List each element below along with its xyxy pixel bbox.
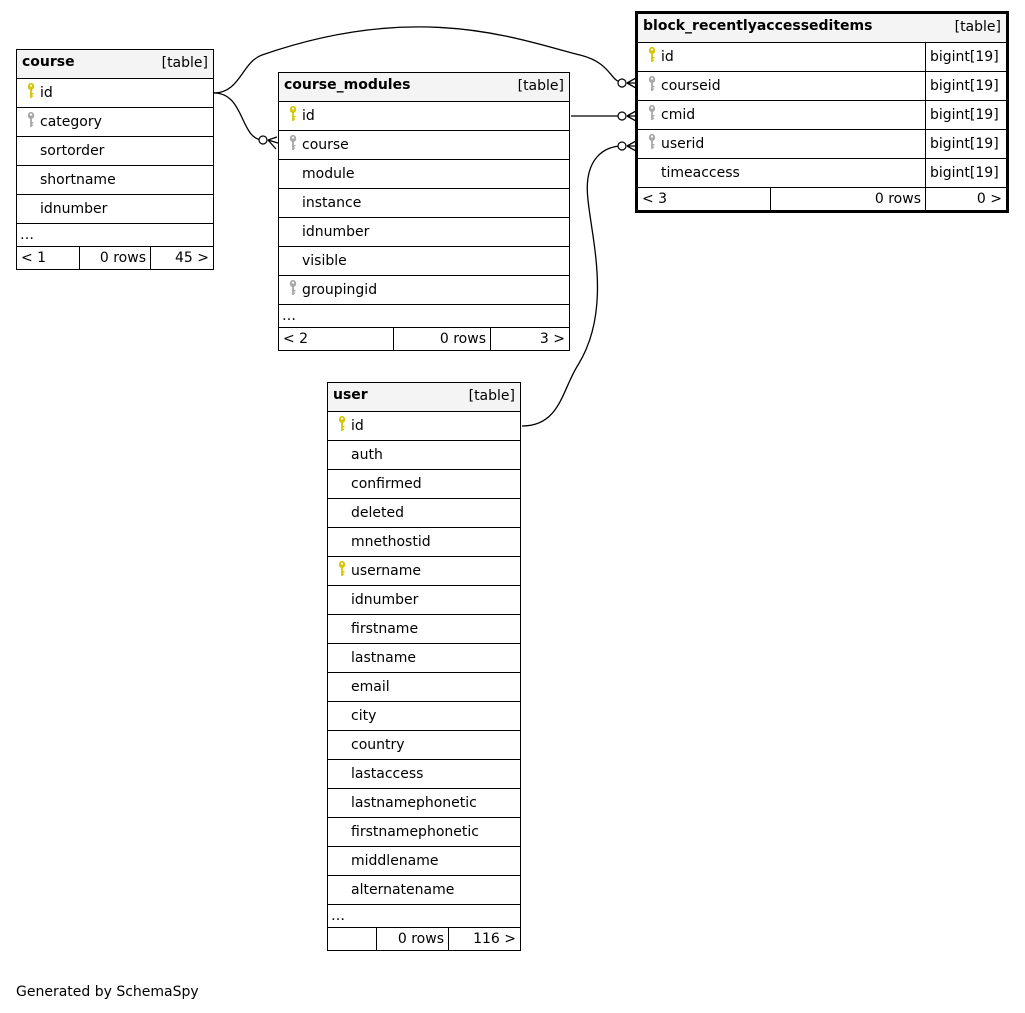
column-name: lastname bbox=[351, 650, 416, 666]
column-row[interactable] bbox=[279, 218, 570, 247]
primary-key-icon bbox=[284, 105, 302, 127]
column-name: firstname bbox=[351, 621, 419, 637]
column-cell[interactable] bbox=[328, 818, 521, 847]
table-course[interactable] bbox=[16, 49, 214, 270]
crowfoot-circle-cmid bbox=[618, 112, 626, 120]
table-header[interactable] bbox=[17, 50, 214, 79]
column-name: id bbox=[351, 418, 364, 434]
foreign-key-icon bbox=[643, 133, 661, 155]
column-type: bigint[19] bbox=[926, 101, 1007, 130]
column-row[interactable] bbox=[638, 72, 1007, 101]
crowfoot-cmid bbox=[627, 111, 637, 121]
primary-key-icon bbox=[333, 560, 351, 582]
column-row[interactable] bbox=[328, 789, 521, 818]
column-row[interactable] bbox=[17, 166, 214, 195]
column-name: country bbox=[351, 737, 405, 753]
column-cell[interactable] bbox=[328, 557, 521, 586]
column-name: sortorder bbox=[40, 143, 105, 159]
column-row[interactable] bbox=[328, 470, 521, 499]
column-name: groupingid bbox=[302, 282, 378, 298]
column-row[interactable] bbox=[638, 159, 1007, 188]
parents-link[interactable] bbox=[328, 928, 377, 951]
crowfoot-circle-courseid bbox=[618, 79, 626, 87]
column-name: alternatename bbox=[351, 882, 455, 898]
column-type: bigint[19] bbox=[926, 159, 1007, 188]
crowfoot-course bbox=[268, 137, 278, 149]
table-type: [table] bbox=[517, 78, 564, 94]
column-type: bigint[19] bbox=[926, 130, 1007, 159]
foreign-key-icon bbox=[284, 134, 302, 156]
more-columns[interactable]: … bbox=[17, 224, 214, 247]
primary-key-icon bbox=[643, 46, 661, 68]
more-columns[interactable]: … bbox=[279, 305, 570, 328]
table-name: course_modules bbox=[284, 77, 411, 93]
table-type: [table] bbox=[161, 55, 208, 71]
crowfoot-courseid bbox=[627, 78, 637, 88]
column-cell[interactable] bbox=[328, 528, 521, 557]
column-row[interactable] bbox=[17, 79, 214, 108]
table-name: course bbox=[22, 54, 75, 70]
primary-key-icon bbox=[333, 415, 351, 437]
column-name: category bbox=[40, 114, 102, 130]
column-cell[interactable] bbox=[328, 731, 521, 760]
table-course-modules[interactable] bbox=[278, 72, 570, 351]
crowfoot-userid bbox=[627, 141, 637, 151]
column-cell[interactable] bbox=[328, 644, 521, 673]
parents-link[interactable]: < 1 bbox=[17, 247, 80, 270]
children-link[interactable]: 3 > bbox=[491, 328, 570, 351]
foreign-key-icon bbox=[643, 75, 661, 97]
crowfoot-circle-userid bbox=[618, 142, 626, 150]
column-row[interactable] bbox=[328, 528, 521, 557]
column-row[interactable] bbox=[279, 189, 570, 218]
children-link[interactable]: 116 > bbox=[449, 928, 521, 951]
column-cell[interactable] bbox=[328, 441, 521, 470]
column-cell[interactable] bbox=[638, 159, 926, 188]
column-name: mnethostid bbox=[351, 534, 431, 550]
children-link[interactable]: 45 > bbox=[151, 247, 214, 270]
column-row[interactable] bbox=[17, 195, 214, 224]
parents-link[interactable]: < 2 bbox=[279, 328, 394, 351]
primary-key-icon bbox=[22, 82, 40, 104]
table-type: [table] bbox=[954, 19, 1001, 35]
link-course-id-to-cm-course bbox=[214, 93, 263, 140]
row-count: 0 rows bbox=[377, 928, 449, 951]
table-header[interactable] bbox=[279, 73, 570, 102]
row-count: 0 rows bbox=[80, 247, 151, 270]
column-cell[interactable] bbox=[638, 101, 926, 130]
column-row[interactable] bbox=[279, 276, 570, 305]
column-row[interactable] bbox=[328, 615, 521, 644]
table-block-recentlyaccesseditems[interactable] bbox=[637, 13, 1007, 211]
column-row[interactable] bbox=[638, 43, 1007, 72]
crowfoot-circle-course bbox=[259, 136, 267, 144]
column-name: userid bbox=[661, 136, 705, 152]
column-row[interactable] bbox=[279, 247, 570, 276]
generated-by-label: Generated by SchemaSpy bbox=[16, 984, 199, 1000]
column-name: timeaccess bbox=[661, 165, 740, 181]
column-name: lastnamephonetic bbox=[351, 795, 477, 811]
column-row[interactable] bbox=[279, 131, 570, 160]
column-cell[interactable] bbox=[17, 166, 214, 195]
column-name: deleted bbox=[351, 505, 404, 521]
column-cell[interactable] bbox=[279, 102, 570, 131]
column-row[interactable] bbox=[279, 160, 570, 189]
column-name: middlename bbox=[351, 853, 439, 869]
column-cell[interactable] bbox=[328, 702, 521, 731]
column-cell[interactable] bbox=[638, 130, 926, 159]
column-cell[interactable] bbox=[328, 789, 521, 818]
table-header[interactable] bbox=[638, 14, 1007, 43]
column-cell[interactable] bbox=[279, 189, 570, 218]
column-row[interactable] bbox=[328, 441, 521, 470]
table-type: [table] bbox=[468, 388, 515, 404]
column-row[interactable] bbox=[328, 499, 521, 528]
column-name: lastaccess bbox=[351, 766, 424, 782]
column-name: course bbox=[302, 137, 349, 153]
column-cell[interactable] bbox=[328, 876, 521, 905]
column-row[interactable] bbox=[17, 137, 214, 166]
column-name: username bbox=[351, 563, 421, 579]
column-name: shortname bbox=[40, 172, 116, 188]
column-row[interactable] bbox=[328, 702, 521, 731]
column-cell[interactable] bbox=[17, 137, 214, 166]
column-row[interactable] bbox=[279, 102, 570, 131]
column-cell[interactable] bbox=[328, 673, 521, 702]
column-name: auth bbox=[351, 447, 383, 463]
column-cell[interactable] bbox=[328, 760, 521, 789]
column-name: idnumber bbox=[302, 224, 370, 240]
more-columns[interactable]: … bbox=[328, 905, 521, 928]
column-row[interactable] bbox=[328, 876, 521, 905]
column-row[interactable] bbox=[328, 673, 521, 702]
column-row[interactable] bbox=[328, 586, 521, 615]
column-cell[interactable] bbox=[279, 218, 570, 247]
parents-link[interactable]: < 3 bbox=[638, 188, 771, 211]
table-name: block_recentlyaccesseditems bbox=[643, 18, 873, 34]
column-name: module bbox=[302, 166, 355, 182]
foreign-key-icon bbox=[643, 104, 661, 126]
column-name: id bbox=[302, 108, 315, 124]
table-user[interactable] bbox=[327, 382, 521, 951]
children-link[interactable]: 0 > bbox=[926, 188, 1007, 211]
table-name: user bbox=[333, 387, 368, 403]
column-row[interactable] bbox=[328, 412, 521, 441]
column-cell[interactable] bbox=[279, 276, 570, 305]
column-name: idnumber bbox=[40, 201, 108, 217]
column-cell[interactable] bbox=[328, 847, 521, 876]
column-name: cmid bbox=[661, 107, 696, 123]
column-row[interactable] bbox=[328, 818, 521, 847]
column-row[interactable] bbox=[638, 101, 1007, 130]
column-name: id bbox=[661, 49, 674, 65]
column-type: bigint[19] bbox=[926, 43, 1007, 72]
column-cell[interactable] bbox=[17, 195, 214, 224]
column-row[interactable] bbox=[328, 644, 521, 673]
column-cell[interactable] bbox=[279, 160, 570, 189]
column-row[interactable] bbox=[328, 731, 521, 760]
column-cell[interactable] bbox=[279, 131, 570, 160]
column-row[interactable] bbox=[638, 130, 1007, 159]
foreign-key-icon bbox=[284, 279, 302, 301]
column-cell[interactable] bbox=[328, 470, 521, 499]
column-cell[interactable] bbox=[328, 499, 521, 528]
foreign-key-icon bbox=[22, 111, 40, 133]
row-count: 0 rows bbox=[394, 328, 491, 351]
column-row[interactable] bbox=[17, 108, 214, 137]
column-name: firstnamephonetic bbox=[351, 824, 479, 840]
column-cell[interactable] bbox=[638, 43, 926, 72]
column-row[interactable] bbox=[328, 760, 521, 789]
row-count: 0 rows bbox=[771, 188, 926, 211]
column-cell[interactable] bbox=[328, 412, 521, 441]
column-name: instance bbox=[302, 195, 362, 211]
column-cell[interactable] bbox=[17, 108, 214, 137]
column-cell[interactable] bbox=[328, 586, 521, 615]
column-name: courseid bbox=[661, 78, 721, 94]
column-name: idnumber bbox=[351, 592, 419, 608]
column-cell[interactable] bbox=[279, 247, 570, 276]
column-name: visible bbox=[302, 253, 347, 269]
column-cell[interactable] bbox=[328, 615, 521, 644]
column-name: city bbox=[351, 708, 377, 724]
column-row[interactable] bbox=[328, 557, 521, 586]
column-cell[interactable] bbox=[638, 72, 926, 101]
column-cell[interactable] bbox=[17, 79, 214, 108]
column-name: confirmed bbox=[351, 476, 422, 492]
column-type: bigint[19] bbox=[926, 72, 1007, 101]
table-header[interactable] bbox=[328, 383, 521, 412]
column-name: email bbox=[351, 679, 390, 695]
column-name: id bbox=[40, 85, 53, 101]
column-row[interactable] bbox=[328, 847, 521, 876]
